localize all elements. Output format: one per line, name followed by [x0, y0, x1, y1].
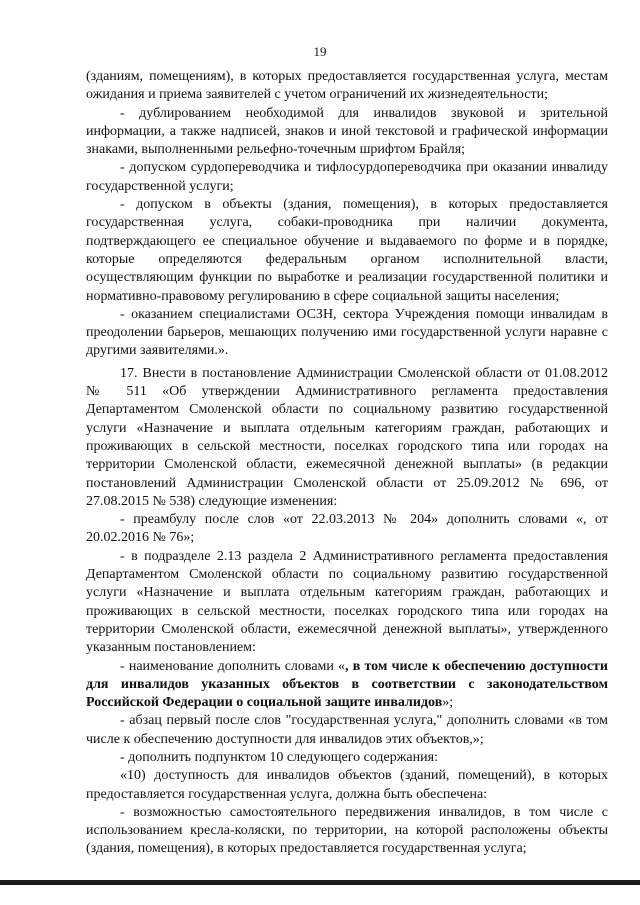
paragraph-sign-interpreter: - допуском сурдопереводчика и тифлосурдопереводчика при оказании инвалиду государственной услуги; — [86, 160, 608, 194]
amendment-prefix: - наименование дополнить словами « — [120, 658, 346, 674]
paragraph-first-abzac: - абзац первый после слов "государственная услуга," дополнить словами «в том числе к обеспечению доступности для инвалидов этих объектов,»; — [86, 713, 608, 747]
paragraph-guide-dog: - допуском в объекты (здания, помещения), в которых предоставляется государственная услуга, собаки-проводника при наличии документа, подтверждающего ее специальное обучение и выдаваемого по форме и в порядке, которые определяются федеральным органом исполнительной власти, осуществляющим функции по выработке и реализации государственной политики и нормативно-правовому регулированию в сфере социальной защиты населения; — [86, 197, 608, 304]
paragraph-subsection-2-13: - в подразделе 2.13 раздела 2 Административного регламента предоставления Департаментом Смоленской области по социальному развитию государственной услуги «Назначение и выплата отдельным категориям граждан, работающих и проживающих в сельской местности, поселках городского типа или городах на территории Смоленской области, ежемесячной денежной выплаты», утвержденного указанным постановлением: — [86, 548, 608, 656]
page-number: 19 — [313, 44, 327, 59]
paragraph-assistance: - оказанием специалистами ОСЗН, сектора Учреждения помощи инвалидам в преодолении барьеров, мешающих получению ими государственной услуги наравне с другими заявителями.». — [86, 306, 608, 359]
paragraph-item-17: 17. Внести в постановление Администрации Смоленской области от 01.08.2012 № 511 «Об утверждении Административного регламента предоставления Департаментом Смоленской области по социальному развитию государственной услуги «Назначение и выплата отдельным категориям граждан, работающих и проживающих в сельской местности, поселках городского типа или городах на территории Смоленской области, ежемесячной денежной выплаты» (в редакции постановлений Администрации Смоленской области от 25.09.2012 № 696, от 27.08.2015 № 538) следующие изменения: — [86, 365, 608, 509]
bottom-rule — [0, 880, 640, 885]
paragraph-add-subitem: - дополнить подпунктом 10 следующего содержания: — [120, 749, 438, 765]
paragraph-movement: - возможностью самостоятельного передвижения инвалидов, в том числе с использованием кресла-коляски, по территории, на которой расположены объекты (здания, помещения), в которых предоставляется государственная услуга; — [86, 804, 608, 857]
paragraph-continuation: (зданиям, помещениям), в которых предоставляется государственная услуга, местам ожидания и приема заявителей с учетом ограничений их жизнедеятельности; — [86, 69, 608, 103]
amendment-bold-text: , в том числе к обеспечению доступности для инвалидов указанных объектов в соответствии с законодательством Российской Федерации о социальной защите инвалидов — [86, 658, 609, 711]
document-body — [86, 68, 608, 859]
paragraph-title-amendment — [86, 658, 608, 713]
paragraph-braille: - дублированием необходимой для инвалидов звуковой и зрительной информации, а также надписей, знаков и иной текстовой и графической информации знаками, выполненными рельефно-точечным шрифтом Брайля; — [86, 105, 608, 158]
amendment-suffix: »; — [442, 695, 454, 711]
paragraph-subitem-10: «10) доступность для инвалидов объектов (зданий, помещений), в которых предоставляется государственная услуга, должна быть обеспечена: — [86, 768, 608, 802]
paragraph-preamble: - преамбулу после слов «от 22.03.2013 № 204» дополнить словами «, от 20.02.2016 № 76»; — [86, 512, 608, 546]
